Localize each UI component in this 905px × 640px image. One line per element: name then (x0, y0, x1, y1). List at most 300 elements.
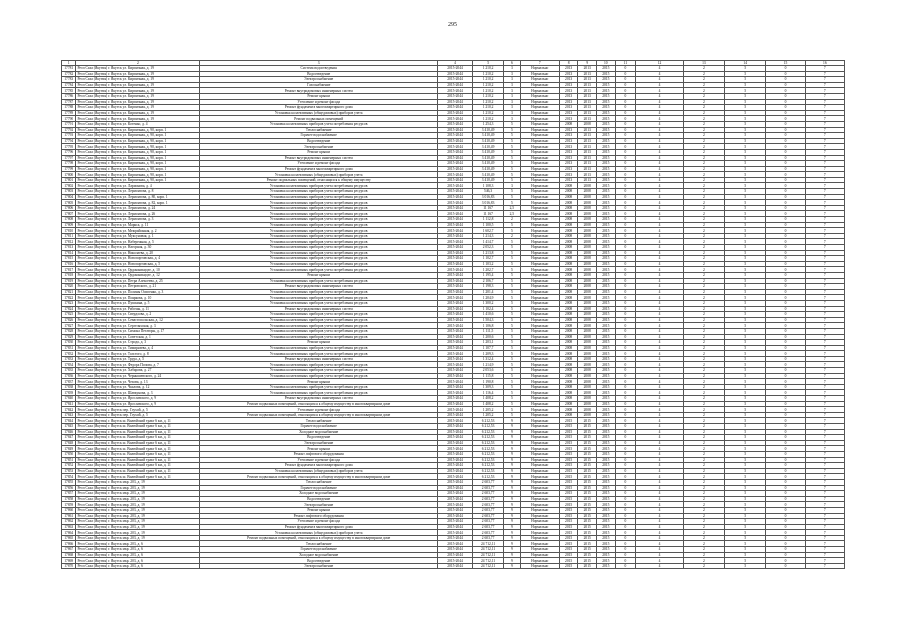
table-cell: 0 (766, 552, 805, 558)
table-cell: 0 (766, 82, 805, 88)
table-cell: Респ Саха (Якутия) г. Якутск ул. Ярославского, д. 9 (76, 401, 200, 407)
table-cell: 4 (636, 524, 684, 530)
table-cell: 6 212,53 (473, 457, 504, 463)
table-cell: 2 (683, 121, 724, 127)
table-cell: 2008 (559, 390, 578, 396)
table-cell: 4 (636, 547, 684, 553)
table-cell: 0 (766, 172, 805, 178)
table-cell: 2015 (597, 317, 616, 323)
table-cell: 7 (805, 99, 844, 105)
table-cell: 5 (725, 77, 766, 83)
table-cell: 17826 (62, 317, 76, 323)
table-cell: Ремонт внутридомовых инженерных систем (200, 396, 438, 402)
table-cell: 2015-2044 (437, 547, 472, 553)
table-cell: 2015-2044 (437, 228, 472, 234)
table-cell: 4 (636, 161, 684, 167)
table-cell: 4 (636, 535, 684, 541)
table-cell: Респ Саха (Якутия) г. Якутск ш. Вилюйский тракт 6 км, д. 11 (76, 440, 200, 446)
table-cell: 7 (805, 345, 844, 351)
table-cell: 2008 (578, 239, 597, 245)
table-cell: Респ Саха (Якутия) г. Якутск ул. Николаева, д. 20 (76, 250, 200, 256)
table-cell: 2015 (578, 474, 597, 480)
table-cell: 0 (766, 368, 805, 374)
table-cell: 1 210,2 (473, 71, 504, 77)
table-cell: 2008 (578, 384, 597, 390)
table-cell: 2 (683, 99, 724, 105)
table-cell: 2008 (559, 272, 578, 278)
table-cell: 5 (504, 312, 521, 318)
table-cell: 0 (766, 71, 805, 77)
table-cell: 17825 (62, 312, 76, 318)
table-cell: Нормально (520, 149, 559, 155)
table-cell: 7 (805, 446, 844, 452)
table-cell: 2015 (578, 491, 597, 497)
table-cell: 5 (504, 340, 521, 346)
table-cell: Водоотведение (200, 435, 438, 441)
table-cell: 17834 (62, 362, 76, 368)
table-cell: 0 (766, 138, 805, 144)
table-cell: 0 (615, 284, 636, 290)
table-cell: Нормально (520, 541, 559, 547)
table-cell: 0 (615, 558, 636, 564)
table-cell: 5 (725, 82, 766, 88)
table-cell: 0 (766, 474, 805, 480)
table-cell: 2 (683, 189, 724, 195)
table-cell: Нормально (520, 479, 559, 485)
table-cell: 5 (725, 323, 766, 329)
table-cell: 9 (504, 524, 521, 530)
table-cell: 0 (766, 502, 805, 508)
table-cell: 7 (805, 535, 844, 541)
table-cell: 7 (805, 105, 844, 111)
table-cell: 7 (805, 496, 844, 502)
table-cell: Респ Саха (Якутия) г. Якутск ул. Ларионова, д. 4 (76, 183, 200, 189)
table-cell: 1 209,3 (473, 351, 504, 357)
table-cell: 2015-2044 (437, 250, 472, 256)
table-cell: 5 (725, 149, 766, 155)
table-cell: 5 (725, 547, 766, 553)
table-cell: 2015 (597, 149, 616, 155)
table-cell: 0 (615, 172, 636, 178)
table-cell: 5 (725, 424, 766, 430)
table-cell: 2015 (597, 468, 616, 474)
table-cell: 2 (683, 440, 724, 446)
table-cell: Респ Саха (Якутия) г. Якутск ул. Федора Попова, д. 7 (76, 362, 200, 368)
table-cell: 0 (766, 166, 805, 172)
table-cell: 5 (725, 541, 766, 547)
table-cell: 0 (766, 323, 805, 329)
table-cell: 17811 (62, 233, 76, 239)
table-cell: 4 (636, 507, 684, 513)
table-cell: 7 (805, 183, 844, 189)
table-cell: 0 (615, 373, 636, 379)
table-cell: 2 (683, 110, 724, 116)
table-cell: 17852 (62, 463, 76, 469)
table-cell: Нормально (520, 300, 559, 306)
table-cell: Нормально (520, 289, 559, 295)
table-cell: 2015-2044 (437, 407, 472, 413)
table-cell: Респ Саха (Якутия) г. Якутск ул. Чкалова, д. 12 (76, 384, 200, 390)
table-cell: 2 (683, 149, 724, 155)
table-cell: Респ Саха (Якутия) г. Якутск мкр. 203, д. 19 (76, 507, 200, 513)
table-cell: Респ Саха (Якутия) г. Якутск ул. Кирпичная, д. 19 (76, 77, 200, 83)
table-cell: 2008 (578, 340, 597, 346)
table-cell: 2013 (559, 66, 578, 72)
table-cell: 5 (725, 479, 766, 485)
table-cell: 2015-2044 (437, 412, 472, 418)
table-cell: 2008 (578, 373, 597, 379)
table-cell: 2008 (559, 261, 578, 267)
table-cell: 2 (683, 93, 724, 99)
table-cell: Респ Саха (Якутия) г. Якутск мкр. 203, д. 19 (76, 519, 200, 525)
table-cell: 2015-2044 (437, 485, 472, 491)
table-cell: 3 410,49 (473, 161, 504, 167)
table-cell: 4 (636, 312, 684, 318)
table-cell: 0 (766, 88, 805, 94)
table-cell: 4 (636, 368, 684, 374)
table-cell: 4 (636, 530, 684, 536)
table-cell: 7 (805, 563, 844, 569)
table-cell: Респ Саха (Якутия) г. Якутск пер. Глухой, д. 5 (76, 412, 200, 418)
table-cell: 2008 (578, 205, 597, 211)
table-cell: 7 (805, 138, 844, 144)
table-cell: Нормально (520, 412, 559, 418)
table-cell: 3 (504, 71, 521, 77)
table-cell: Респ Саха (Якутия) г. Якутск ул. Кирпичная, д. 19 (76, 116, 200, 122)
table-cell: Респ Саха (Якутия) г. Якутск ул. Чехова, д. 13 (76, 379, 200, 385)
table-cell: 2008 (559, 239, 578, 245)
table-cell: Нормально (520, 161, 559, 167)
table-cell: Нормально (520, 133, 559, 139)
table-cell: 2008 (559, 323, 578, 329)
table-cell: 2015 (559, 468, 578, 474)
table-cell: Теплоснабжение (200, 541, 438, 547)
table-cell: 9 (504, 507, 521, 513)
table-cell: 2015-2044 (437, 82, 472, 88)
table-cell: 4 (636, 110, 684, 116)
table-cell: 6 212,53 (473, 424, 504, 430)
table-cell: 4 (636, 558, 684, 564)
table-cell: 2015 (578, 424, 597, 430)
table-cell: 7 (805, 161, 844, 167)
table-cell: 1 102,4 (473, 306, 504, 312)
table-cell: Респ Саха (Якутия) г. Якутск ул. Кирпичная, д. 19 (76, 88, 200, 94)
table-cell: 1 115,8 (473, 373, 504, 379)
table-cell: 0 (766, 479, 805, 485)
table-cell: 0 (766, 177, 805, 183)
table-cell: 5 (725, 340, 766, 346)
table-cell: 2 (683, 368, 724, 374)
table-cell: 17851 (62, 457, 76, 463)
table-cell: 0 (766, 144, 805, 150)
table-cell: 0 (766, 256, 805, 262)
table-cell: 2015 (597, 373, 616, 379)
table-cell: 5 (725, 552, 766, 558)
table-cell: 2008 (559, 205, 578, 211)
table-cell: 1 100,5 (473, 222, 504, 228)
table-cell: 0 (615, 435, 636, 441)
table-cell: 4 (636, 267, 684, 273)
table-cell: 0 (615, 451, 636, 457)
table-cell: 2015 (597, 71, 616, 77)
table-cell: Респ Саха (Якутия) г. Якутск ул. Кирпичная, д. 90, корп. 1 (76, 138, 200, 144)
table-cell: 2008 (578, 368, 597, 374)
table-cell: Горячее водоснабжение (200, 485, 438, 491)
table-cell: 2 603,77 (473, 479, 504, 485)
table-cell: 0 (615, 323, 636, 329)
table-cell: 2008 (578, 289, 597, 295)
table-cell: 0 (615, 457, 636, 463)
table-cell: 2015-2044 (437, 177, 472, 183)
table-cell: 7 (805, 133, 844, 139)
table-cell: 5 (725, 217, 766, 223)
table-cell: 0 (766, 401, 805, 407)
table-cell: 5 (725, 261, 766, 267)
table-cell: 2 (683, 245, 724, 251)
table-cell: 2015 (597, 451, 616, 457)
table-cell: 2008 (559, 222, 578, 228)
table-cell: 0 (766, 345, 805, 351)
table-cell: 5 (504, 278, 521, 284)
table-cell: 2008 (578, 412, 597, 418)
table-cell: 5 (504, 284, 521, 290)
table-cell: 2013 (578, 144, 597, 150)
table-cell: 11 167 (473, 205, 504, 211)
table-cell: Ремонт лифтового оборудования (200, 513, 438, 519)
table-cell: Нормально (520, 468, 559, 474)
table-cell: Нормально (520, 272, 559, 278)
table-cell: 0 (615, 88, 636, 94)
table-cell: 2008 (578, 317, 597, 323)
table-cell: Нормально (520, 328, 559, 334)
table-cell: 5 (725, 312, 766, 318)
table-cell: 5 (725, 351, 766, 357)
table-cell: Респ Саха (Якутия) г. Якутск ул. Кирпичная, д. 90, корп. 1 (76, 155, 200, 161)
table-cell: 2015-2044 (437, 328, 472, 334)
table-cell: 2008 (578, 328, 597, 334)
table-cell: 5 (504, 334, 521, 340)
table-cell: 2015-2044 (437, 468, 472, 474)
table-cell: Установка коллективных приборов учета потребления ресурсов (200, 183, 438, 189)
table-cell: 5 (725, 116, 766, 122)
table-cell: 5 (725, 300, 766, 306)
table-cell: 2015-2044 (437, 312, 472, 318)
table-cell: Респ Саха (Якутия) г. Якутск мкр. 203, д. 19 (76, 535, 200, 541)
table-cell: 2008 (559, 278, 578, 284)
table-cell: 2015-2044 (437, 211, 472, 217)
table-cell: 2015 (597, 513, 616, 519)
table-cell: Ремонт фундамента многоквартирного дома (200, 166, 438, 172)
table-cell: 5 (725, 144, 766, 150)
table-cell: Водоотведение (200, 138, 438, 144)
table-cell: 2015 (597, 300, 616, 306)
table-cell: 0 (766, 535, 805, 541)
table-cell: 2008 (578, 228, 597, 234)
table-cell: 2008 (578, 189, 597, 195)
table-cell: 2 (504, 217, 521, 223)
table-cell: 2015 (559, 513, 578, 519)
table-cell: Нормально (520, 278, 559, 284)
column-header: 11 (615, 61, 636, 66)
table-cell: Нормально (520, 547, 559, 553)
table-cell: 3 (504, 110, 521, 116)
column-header: 8 (559, 61, 578, 66)
table-cell: Электроснабжение (200, 77, 438, 83)
table-cell: Нормально (520, 295, 559, 301)
table-cell: 4 (636, 485, 684, 491)
table-cell: 2 (683, 166, 724, 172)
table-cell: 17865 (62, 535, 76, 541)
table-cell: 2015 (597, 295, 616, 301)
table-cell: Ремонт подвальных помещений, относящихся к общему имуществу в многоквартирном доме (200, 535, 438, 541)
table-cell: 1 312,4 (473, 356, 504, 362)
table-cell: 5 (725, 256, 766, 262)
table-cell: 0 (766, 239, 805, 245)
table-cell: 2 (683, 328, 724, 334)
table-cell: 17786 (62, 93, 76, 99)
table-cell: 2 (683, 261, 724, 267)
table-cell: 3 (504, 93, 521, 99)
table-cell: Холодное водоснабжение (200, 429, 438, 435)
table-cell: 2015 (597, 306, 616, 312)
table-cell: 2 (683, 530, 724, 536)
table-cell: 1 254,3 (473, 121, 504, 127)
table-cell: 7 (805, 284, 844, 290)
table-cell: Установка коллективных приборов учета потребления ресурсов (200, 323, 438, 329)
table-cell: 17781 (62, 66, 76, 72)
table-cell: Водоотведение (200, 496, 438, 502)
table-cell: 2 (683, 217, 724, 223)
table-cell: 2015 (559, 446, 578, 452)
table-cell: 17853 (62, 468, 76, 474)
table-cell: 2015 (597, 228, 616, 234)
table-cell: 5 (504, 189, 521, 195)
table-cell: 2015-2044 (437, 435, 472, 441)
table-cell: 17812 (62, 239, 76, 245)
table-cell: 3 410,49 (473, 166, 504, 172)
table-cell: Водоотведение (200, 71, 438, 77)
table-cell: 17868 (62, 552, 76, 558)
table-cell: 5 (504, 351, 521, 357)
table-cell: 1 210,2 (473, 116, 504, 122)
table-cell: 0 (615, 166, 636, 172)
table-cell: 17795 (62, 144, 76, 150)
table-cell: Респ Саха (Якутия) г. Якутск ул. Лермонтова, д. 26 (76, 211, 200, 217)
table-cell: Нормально (520, 228, 559, 234)
table-cell: 2015 (559, 541, 578, 547)
table-cell: Нормально (520, 345, 559, 351)
table-cell: Респ Саха (Якутия) г. Якутск ул. Набережная, д. 5 (76, 239, 200, 245)
table-cell: 7 (805, 558, 844, 564)
table-cell: 2 (683, 233, 724, 239)
table-cell: Ремонт крыши (200, 149, 438, 155)
table-cell: 2 (683, 138, 724, 144)
table-cell: 2015-2044 (437, 105, 472, 111)
table-cell: 2008 (559, 189, 578, 195)
table-cell: 1 116,4 (473, 390, 504, 396)
table-cell: Респ Саха (Якутия) г. Якутск ш. Вилюйский тракт 6 км, д. 11 (76, 429, 200, 435)
table-cell: 0 (615, 205, 636, 211)
table-cell: 17838 (62, 384, 76, 390)
table-cell: 2015 (559, 496, 578, 502)
table-cell: 0 (766, 563, 805, 569)
table-cell: 2015 (597, 507, 616, 513)
table-cell: 0 (615, 418, 636, 424)
table-cell: 9 (504, 457, 521, 463)
table-cell: 0 (615, 272, 636, 278)
table-cell: 2008 (559, 362, 578, 368)
table-cell: 17846 (62, 429, 76, 435)
table-cell: 0 (615, 138, 636, 144)
table-cell: 2 (683, 133, 724, 139)
table-cell: 2 (683, 239, 724, 245)
table-cell: 0 (766, 200, 805, 206)
table-cell: 7 (805, 418, 844, 424)
table-cell: 0 (615, 496, 636, 502)
table-cell: 5 (504, 200, 521, 206)
table-cell: 5 (725, 451, 766, 457)
table-cell: Респ Саха (Якутия) г. Якутск мкр. 203, д. 19 (76, 502, 200, 508)
table-cell: 0 (615, 256, 636, 262)
table-cell: Нормально (520, 362, 559, 368)
table-cell: 2008 (559, 228, 578, 234)
table-cell: 17822 (62, 295, 76, 301)
table-cell: 5 (725, 194, 766, 200)
table-cell: 2015-2044 (437, 88, 472, 94)
table-cell: 4 (636, 351, 684, 357)
table-cell: 7 (805, 110, 844, 116)
table-cell: 5 (725, 491, 766, 497)
table-cell: 2015-2044 (437, 200, 472, 206)
table-cell: 5 (504, 256, 521, 262)
table-cell: Респ Саха (Якутия) г. Якутск ул. Рабочая, д. 11 (76, 306, 200, 312)
table-cell: Респ Саха (Якутия) г. Якутск ул. Межрайонная, д. 2 (76, 228, 200, 234)
table-cell: 0 (615, 278, 636, 284)
table-cell: Респ Саха (Якутия) г. Якутск ш. Вилюйский тракт 6 км, д. 11 (76, 474, 200, 480)
table-cell: 5 (725, 306, 766, 312)
table-cell: 2008 (559, 211, 578, 217)
table-cell: 2015-2044 (437, 356, 472, 362)
table-cell: 2015 (559, 479, 578, 485)
table-cell: 17835 (62, 368, 76, 374)
table-cell: 2008 (578, 211, 597, 217)
table-cell: 0 (615, 424, 636, 430)
table-cell: 2015-2044 (437, 222, 472, 228)
table-cell: 5 (725, 356, 766, 362)
table-cell: 0 (615, 340, 636, 346)
table-cell: 6 212,53 (473, 446, 504, 452)
table-cell: 0 (615, 362, 636, 368)
table-cell: 2015-2044 (437, 340, 472, 346)
table-cell: Установка коллективных приборов учета потребления ресурсов (200, 334, 438, 340)
table-cell: 17863 (62, 524, 76, 530)
table-cell: 0 (766, 356, 805, 362)
table-cell: 2008 (559, 317, 578, 323)
table-cell: 2008 (559, 345, 578, 351)
table-cell: 24 712,11 (473, 552, 504, 558)
table-cell: 7 (805, 121, 844, 127)
table-cell: 2015-2044 (437, 457, 472, 463)
table-cell: 2 (683, 289, 724, 295)
table-cell: 4 (636, 451, 684, 457)
table-cell: Установка коллективных приборов учета потребления ресурсов (200, 390, 438, 396)
table-cell: Ремонт фундамента многоквартирного дома (200, 524, 438, 530)
table-cell: 2013 (559, 166, 578, 172)
table-cell: 2015 (597, 547, 616, 553)
table-cell: Респ Саха (Якутия) г. Якутск ул. Кирпичная, д. 90, корп. 1 (76, 144, 200, 150)
table-cell: 5 (725, 189, 766, 195)
table-cell: 2008 (559, 194, 578, 200)
